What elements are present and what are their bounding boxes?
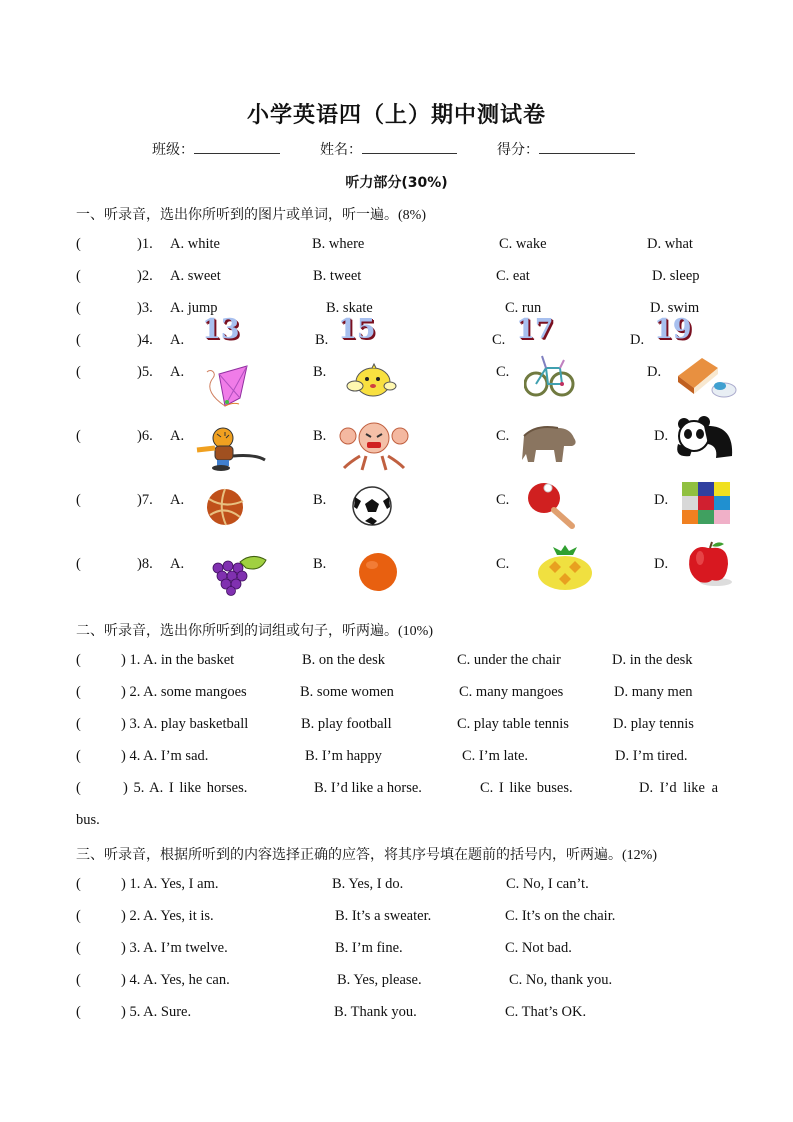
answer-paren[interactable]: ( [76, 652, 81, 668]
option-d: D. [654, 556, 669, 572]
answer-paren[interactable]: ( [76, 492, 81, 508]
answer-paren[interactable]: ( [76, 972, 81, 988]
option-c: C. [496, 364, 510, 380]
option-d: D. in the desk [612, 652, 693, 668]
option-c: C. I like buses. [480, 780, 573, 796]
orange-icon [355, 550, 401, 594]
option-a: A. [170, 492, 185, 508]
option-c: C. many mangoes [459, 684, 564, 700]
option-c: C. eat [496, 268, 530, 284]
answer-paren[interactable]: ( [76, 716, 81, 732]
question-number: )3. [137, 300, 153, 316]
option-c: C. I’m late. [462, 748, 529, 764]
answer-paren[interactable]: ( [76, 780, 81, 796]
option-c: C. play table tennis [457, 716, 569, 732]
name-label: 姓名： [320, 142, 362, 158]
number-15-picture: 15 [338, 314, 376, 345]
option-b: B. Yes, please. [337, 972, 422, 988]
answer-paren[interactable]: ( [76, 268, 81, 284]
option-d: D. play tennis [613, 716, 694, 732]
option-a: ) 4. A. I’m sad. [121, 748, 209, 764]
option-a: A. [170, 428, 185, 444]
option-a: A. white [170, 236, 220, 252]
section1-percent: (8%) [398, 208, 426, 223]
option-a: ) 4. A. Yes, he can. [121, 972, 230, 988]
option-b: B. It’s a sweater. [335, 908, 432, 924]
option-a: A. sweet [170, 268, 221, 284]
option-c: C. under the chair [457, 652, 561, 668]
option-b: B. I’m happy [305, 748, 382, 764]
class-label: 班级： [152, 142, 194, 158]
option-b: B. [315, 332, 329, 348]
option-b: B. skate [326, 300, 373, 316]
option-b: B. [313, 556, 327, 572]
option-c: C. [492, 332, 506, 348]
option-c: C. It’s on the chair. [505, 908, 616, 924]
jigsaw-puzzle-icon [682, 482, 732, 524]
number-13-picture: 13 [202, 314, 240, 345]
apple-icon [686, 540, 736, 590]
name-field [320, 139, 457, 159]
option-a: ) 1. A. in the basket [121, 652, 235, 668]
option-b: B. I’m fine. [335, 940, 403, 956]
tiger-icon [195, 426, 269, 472]
answer-paren[interactable]: ( [76, 684, 81, 700]
answer-paren[interactable]: ( [76, 300, 81, 316]
option-c: C. Not bad. [505, 940, 572, 956]
option-d: D. [647, 364, 662, 380]
score-field [497, 139, 635, 159]
option-c: C. No, I can’t. [506, 876, 589, 892]
bear-icon [518, 420, 580, 466]
option-c: C. [496, 556, 510, 572]
score-label: 得分： [497, 142, 539, 158]
option-c: C. That’s OK. [505, 1004, 587, 1020]
option-c: C. [496, 492, 510, 508]
option-d: D. what [647, 236, 693, 252]
answer-paren[interactable]: ( [76, 876, 81, 892]
option-d-wrap: bus. [76, 812, 100, 828]
answer-paren[interactable]: ( [76, 556, 81, 572]
option-a: ) 2. A. some mangoes [121, 684, 247, 700]
question-number: )5. [137, 364, 153, 380]
question-number: )1. [137, 236, 153, 252]
section2-percent: (10%) [398, 624, 433, 639]
answer-paren[interactable]: ( [76, 428, 81, 444]
table-tennis-paddle-icon [524, 480, 580, 530]
bicycle-icon [524, 352, 576, 400]
option-c: C. run [505, 300, 542, 316]
option-a: A. [170, 556, 185, 572]
option-b: B. [313, 428, 327, 444]
grapes-icon [208, 552, 270, 596]
panda-icon [674, 416, 736, 462]
pineapple-icon [535, 545, 595, 591]
option-a: A. jump [170, 300, 218, 316]
option-a: ) 1. A. Yes, I am. [121, 876, 219, 892]
section2-heading-text: 二、听录音，选出你所听到的词组或句子，听两遍。 [76, 623, 398, 639]
football-icon [347, 485, 397, 529]
option-b: B. [313, 492, 327, 508]
section3-heading [76, 844, 657, 864]
option-a: ) 3. A. play basketball [121, 716, 249, 732]
score-blank[interactable] [539, 139, 635, 154]
option-b: B. play football [301, 716, 392, 732]
name-blank[interactable] [362, 139, 457, 154]
answer-paren[interactable]: ( [76, 332, 81, 348]
section3-percent: (12%) [622, 848, 657, 863]
option-a: A. [170, 364, 185, 380]
option-b: B. [313, 364, 327, 380]
option-d: D. [654, 492, 669, 508]
section1-heading [76, 204, 426, 224]
option-a: ) 5. A. I like horses. [123, 780, 248, 796]
section3-heading-text: 三、听录音，根据所听到的内容选择正确的应答，将其序号填在题前的括号内，听两遍。 [76, 847, 622, 863]
option-a: A. [170, 332, 185, 348]
option-a: ) 3. A. I’m twelve. [121, 940, 228, 956]
answer-paren[interactable]: ( [76, 940, 81, 956]
option-c: C. wake [499, 236, 547, 252]
option-d: D. sleep [652, 268, 700, 284]
option-b: B. some women [300, 684, 394, 700]
number-19-picture: 19 [654, 314, 692, 345]
question-number: )7. [137, 492, 153, 508]
option-b: B. I’d like a horse. [314, 780, 422, 796]
class-field [152, 139, 280, 159]
listening-heading: 听力部分(30%) [345, 175, 448, 191]
option-a: ) 5. A. Sure. [121, 1004, 192, 1020]
question-number: )2. [137, 268, 153, 284]
section1-heading-text: 一、听录音，选出你所听到的图片或单词，听一遍。 [76, 207, 398, 223]
option-c: C. [496, 428, 510, 444]
answer-paren[interactable]: ( [76, 1004, 81, 1020]
book-and-mouse-icon [674, 352, 738, 402]
question-number: )8. [137, 556, 153, 572]
option-b: B. on the desk [302, 652, 385, 668]
answer-paren[interactable]: ( [76, 908, 81, 924]
chick-icon [346, 362, 398, 400]
option-d: D. I’d like a [639, 780, 719, 796]
number-17-picture: 17 [516, 314, 554, 345]
class-blank[interactable] [194, 139, 280, 154]
answer-paren[interactable]: ( [76, 236, 81, 252]
option-b: B. where [312, 236, 365, 252]
page-title: 小学英语四（上）期中测试卷 [246, 103, 546, 128]
option-c: C. No, thank you. [509, 972, 613, 988]
question-number: )4. [137, 332, 153, 348]
option-d: D. I’m tired. [615, 748, 688, 764]
answer-paren[interactable]: ( [76, 364, 81, 380]
option-b: B. Yes, I do. [332, 876, 404, 892]
option-d: D. [630, 332, 645, 348]
option-b: B. Thank you. [334, 1004, 417, 1020]
option-d: D. swim [650, 300, 700, 316]
question-number: )6. [137, 428, 153, 444]
kite-icon [205, 358, 255, 408]
option-b: B. tweet [313, 268, 362, 284]
basketball-icon [200, 487, 252, 529]
monkey-icon [336, 422, 412, 472]
answer-paren[interactable]: ( [76, 748, 81, 764]
option-d: D. many men [614, 684, 693, 700]
option-d: D. [654, 428, 669, 444]
section2-heading [76, 620, 433, 640]
option-a: ) 2. A. Yes, it is. [121, 908, 214, 924]
